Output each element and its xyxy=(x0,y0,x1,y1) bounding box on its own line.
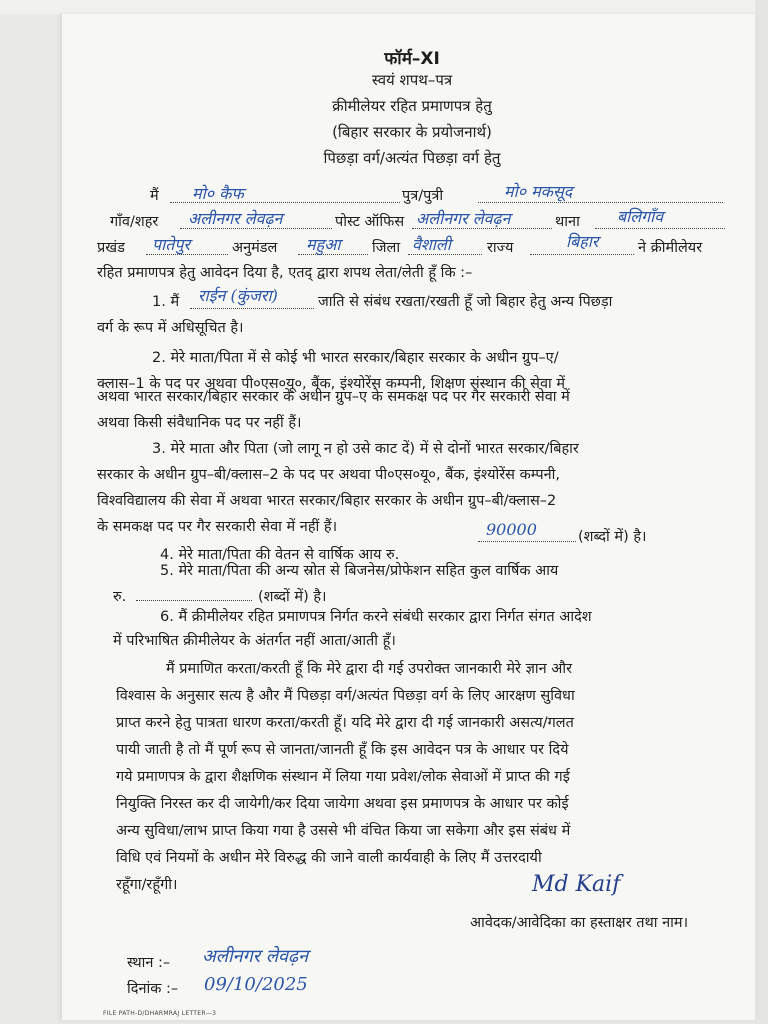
district-label: जिला xyxy=(372,240,401,256)
clause-2-line-1: 2. मेरे माता/पिता में से कोई भी भारत सरकार/बिहार सरकार के अधीन ग्रुप–ए/ xyxy=(152,350,559,366)
declaration-line-8: विधि एवं नियमों के अधीन मेरे विरुद्ध की जाने वाली कार्यवाही के लिए मैं उत्तरदायी xyxy=(116,850,542,866)
clause-2-line-3: अथवा भारत सरकार/बिहार सरकार के अधीन ग्रुप–ए के समकक्ष पद पर गैर सरकारी सेवा में xyxy=(97,389,570,405)
post-office-label: पोस्ट ऑफिस xyxy=(335,214,405,230)
applicant-name: मो० कैफ xyxy=(192,184,244,203)
thana-blank xyxy=(595,205,725,229)
caste-value: राईन (कुंजरा) xyxy=(198,286,278,305)
village-value: अलीनगर लेवढ़न xyxy=(188,209,283,228)
form-subtitle-category: पिछड़ा वर्ग/अत्यंत पिछड़ा वर्ग हेतु xyxy=(323,149,501,167)
declaration-line-7: अन्य सुविधा/लाभ प्राप्त किया गया है उससे भी वंचित किया जा सकेगा और इस संबंध में xyxy=(116,823,571,839)
name-blank xyxy=(170,182,400,203)
state-blank xyxy=(530,230,634,255)
block-blank xyxy=(146,233,228,255)
clause-3-line-3: विश्वविद्यालय की सेवा में अथवा भारत सरकार/बिहार सरकार के अधीन ग्रुप–बी/क्लास–2 xyxy=(97,493,557,509)
signature-label: आवेदक/आवेदिका का हस्ताक्षर तथा नाम। xyxy=(470,915,689,931)
form-title: फॉर्म–XI xyxy=(384,49,440,69)
clause-1-prefix: 1. मैं xyxy=(152,294,180,310)
declaration-line-5: गये प्रमाणपत्र के द्वारा शैक्षणिक संस्थान में लिया गया प्रवेश/लोक सेवाओं में प्राप्त की गई xyxy=(116,769,570,785)
clause-6-line-2: में परिभाषित क्रीमीलेयर के अंतर्गत नहीं आता/आती हूँ। xyxy=(113,633,396,649)
form-subtitle-purpose: (बिहार सरकार के प्रयोजनार्थ) xyxy=(332,123,492,141)
post-office-blank xyxy=(412,207,552,229)
state-label: राज्य xyxy=(487,240,514,256)
clause-4-prefix: 4. मेरे माता/पिता की वेतन से वार्षिक आय रु. xyxy=(160,547,400,563)
village-label: गाँव/शहर xyxy=(110,214,159,230)
form-subtitle-certificate: क्रीमीलेयर रहित प्रमाणपत्र हेतु xyxy=(332,97,492,115)
creamy-layer-tail: ने क्रीमीलेयर xyxy=(638,240,703,256)
clause-5-suffix: (शब्दों में) है। xyxy=(258,589,327,605)
declaration-line-6: नियुक्ति निरस्त कर दी जायेगी/कर दिया जायेगा अथवा इस प्रमाणपत्र के आधार पर कोई xyxy=(116,796,569,812)
clause-6-line-1: 6. मैं क्रीमीलेयर रहित प्रमाणपत्र निर्गत करने संबंधी सरकार द्वारा निर्गत संगत आदेश xyxy=(160,609,592,625)
oath-intro: रहित प्रमाणपत्र हेतु आवेदन दिया है, एतद् द्वारा शपथ लेता/लेती हूँ कि :– xyxy=(97,265,473,281)
caste-blank xyxy=(190,284,314,309)
thana-label: थाना xyxy=(555,214,580,230)
scan-top-band xyxy=(0,0,768,14)
district-value: वैशाली xyxy=(412,235,451,254)
clause-3-line-4: के समकक्ष पद पर गैर सरकारी सेवा में नहीं हैं। xyxy=(97,519,338,535)
thana-value: बलिगाँव xyxy=(617,207,664,226)
declaration-line-9: रहूँगा/रहूँगी। xyxy=(116,877,178,893)
declaration-line-4: पायी जाती है तो मैं पूर्ण रूप से जानता/जानती हूँ कि इस आवेदन पत्र के आधार पर दिये xyxy=(116,742,569,758)
applicant-signature: Md Kaif xyxy=(532,872,621,897)
father-name-blank xyxy=(478,180,723,203)
date-value: 09/10/2025 xyxy=(204,974,308,995)
clause-1-line-2: वर्ग के रूप में अधिसूचित है। xyxy=(97,320,244,336)
declaration-line-3: प्राप्त करने हेतु पात्रता धारण करता/करती हूँ। यदि मेरे द्वारा दी गई जानकारी असत्य/गलत xyxy=(116,715,574,731)
block-value: पातेपुर xyxy=(152,235,190,254)
main-label: मैं xyxy=(150,188,159,204)
clause-3-line-1: 3. मेरे माता और पिता (जो लागू न हो उसे काट दें) में से दोनों भारत सरकार/बिहार xyxy=(152,441,579,457)
other-income-blank xyxy=(136,584,252,601)
clause-5-line-1: 5. मेरे माता/पिता की अन्य स्रोत से बिजनेस/प्रोफेशन सहित कुल वार्षिक आय xyxy=(160,563,559,579)
date-label: दिनांक :– xyxy=(127,981,179,997)
block-label: प्रखंड xyxy=(97,240,125,256)
father-name: मो० मकसूद xyxy=(504,182,573,201)
subdivision-value: महुआ xyxy=(306,235,341,254)
place-label: स्थान :– xyxy=(127,955,171,971)
subdivision-label: अनुमंडल xyxy=(232,240,278,256)
income-value: 90000 xyxy=(486,520,537,539)
village-blank xyxy=(180,207,332,229)
declaration-line-2: विश्वास के अनुसार सत्य है और मैं पिछड़ा वर्ग/अत्यंत पिछड़ा वर्ग के लिए आरक्षण सुविधा xyxy=(116,688,575,704)
form-subtitle-affidavit: स्वयं शपथ–पत्र xyxy=(371,71,453,89)
subdivision-blank xyxy=(298,233,368,255)
declaration-line-1: मैं प्रमाणित करता/करती हूँ कि मेरे द्वारा दी गई उपरोक्त जानकारी मेरे ज्ञान और xyxy=(166,661,573,677)
clause-2-line-2: क्लास–1 के पद पर अथवा पी०एस०यू०, बैंक, इंश्योरेंस कम्पनी, शिक्षण संस्थान की सेवा में xyxy=(97,376,566,392)
income-blank xyxy=(478,520,576,542)
post-office-value: अलीनगर लेवढ़न xyxy=(416,209,511,228)
district-blank xyxy=(408,233,482,255)
file-path-footer: FILE PATH-D/DHARMRAJ LETTER—3 xyxy=(103,1010,217,1017)
relation-label: पुत्र/पुत्री xyxy=(402,188,444,204)
place-value: अलीनगर लेवढ़न xyxy=(202,946,309,967)
clause-4-suffix: (शब्दों में) है। xyxy=(578,529,647,545)
clause-2-line-4: अथवा किसी संवैधानिक पद पर नहीं हैं। xyxy=(97,415,302,431)
state-value: बिहार xyxy=(566,232,599,251)
clause-3-line-2: सरकार के अधीन ग्रुप–बी/क्लास–2 के पद पर अथवा पी०एस०यू०, बैंक, इंश्योरेंस कम्पनी, xyxy=(97,467,561,483)
clause-5-rs: रु. xyxy=(113,589,127,605)
clause-1-suffix: जाति से संबंध रखता/रखती हूँ जो बिहार हेतु अन्य पिछड़ा xyxy=(318,294,613,310)
